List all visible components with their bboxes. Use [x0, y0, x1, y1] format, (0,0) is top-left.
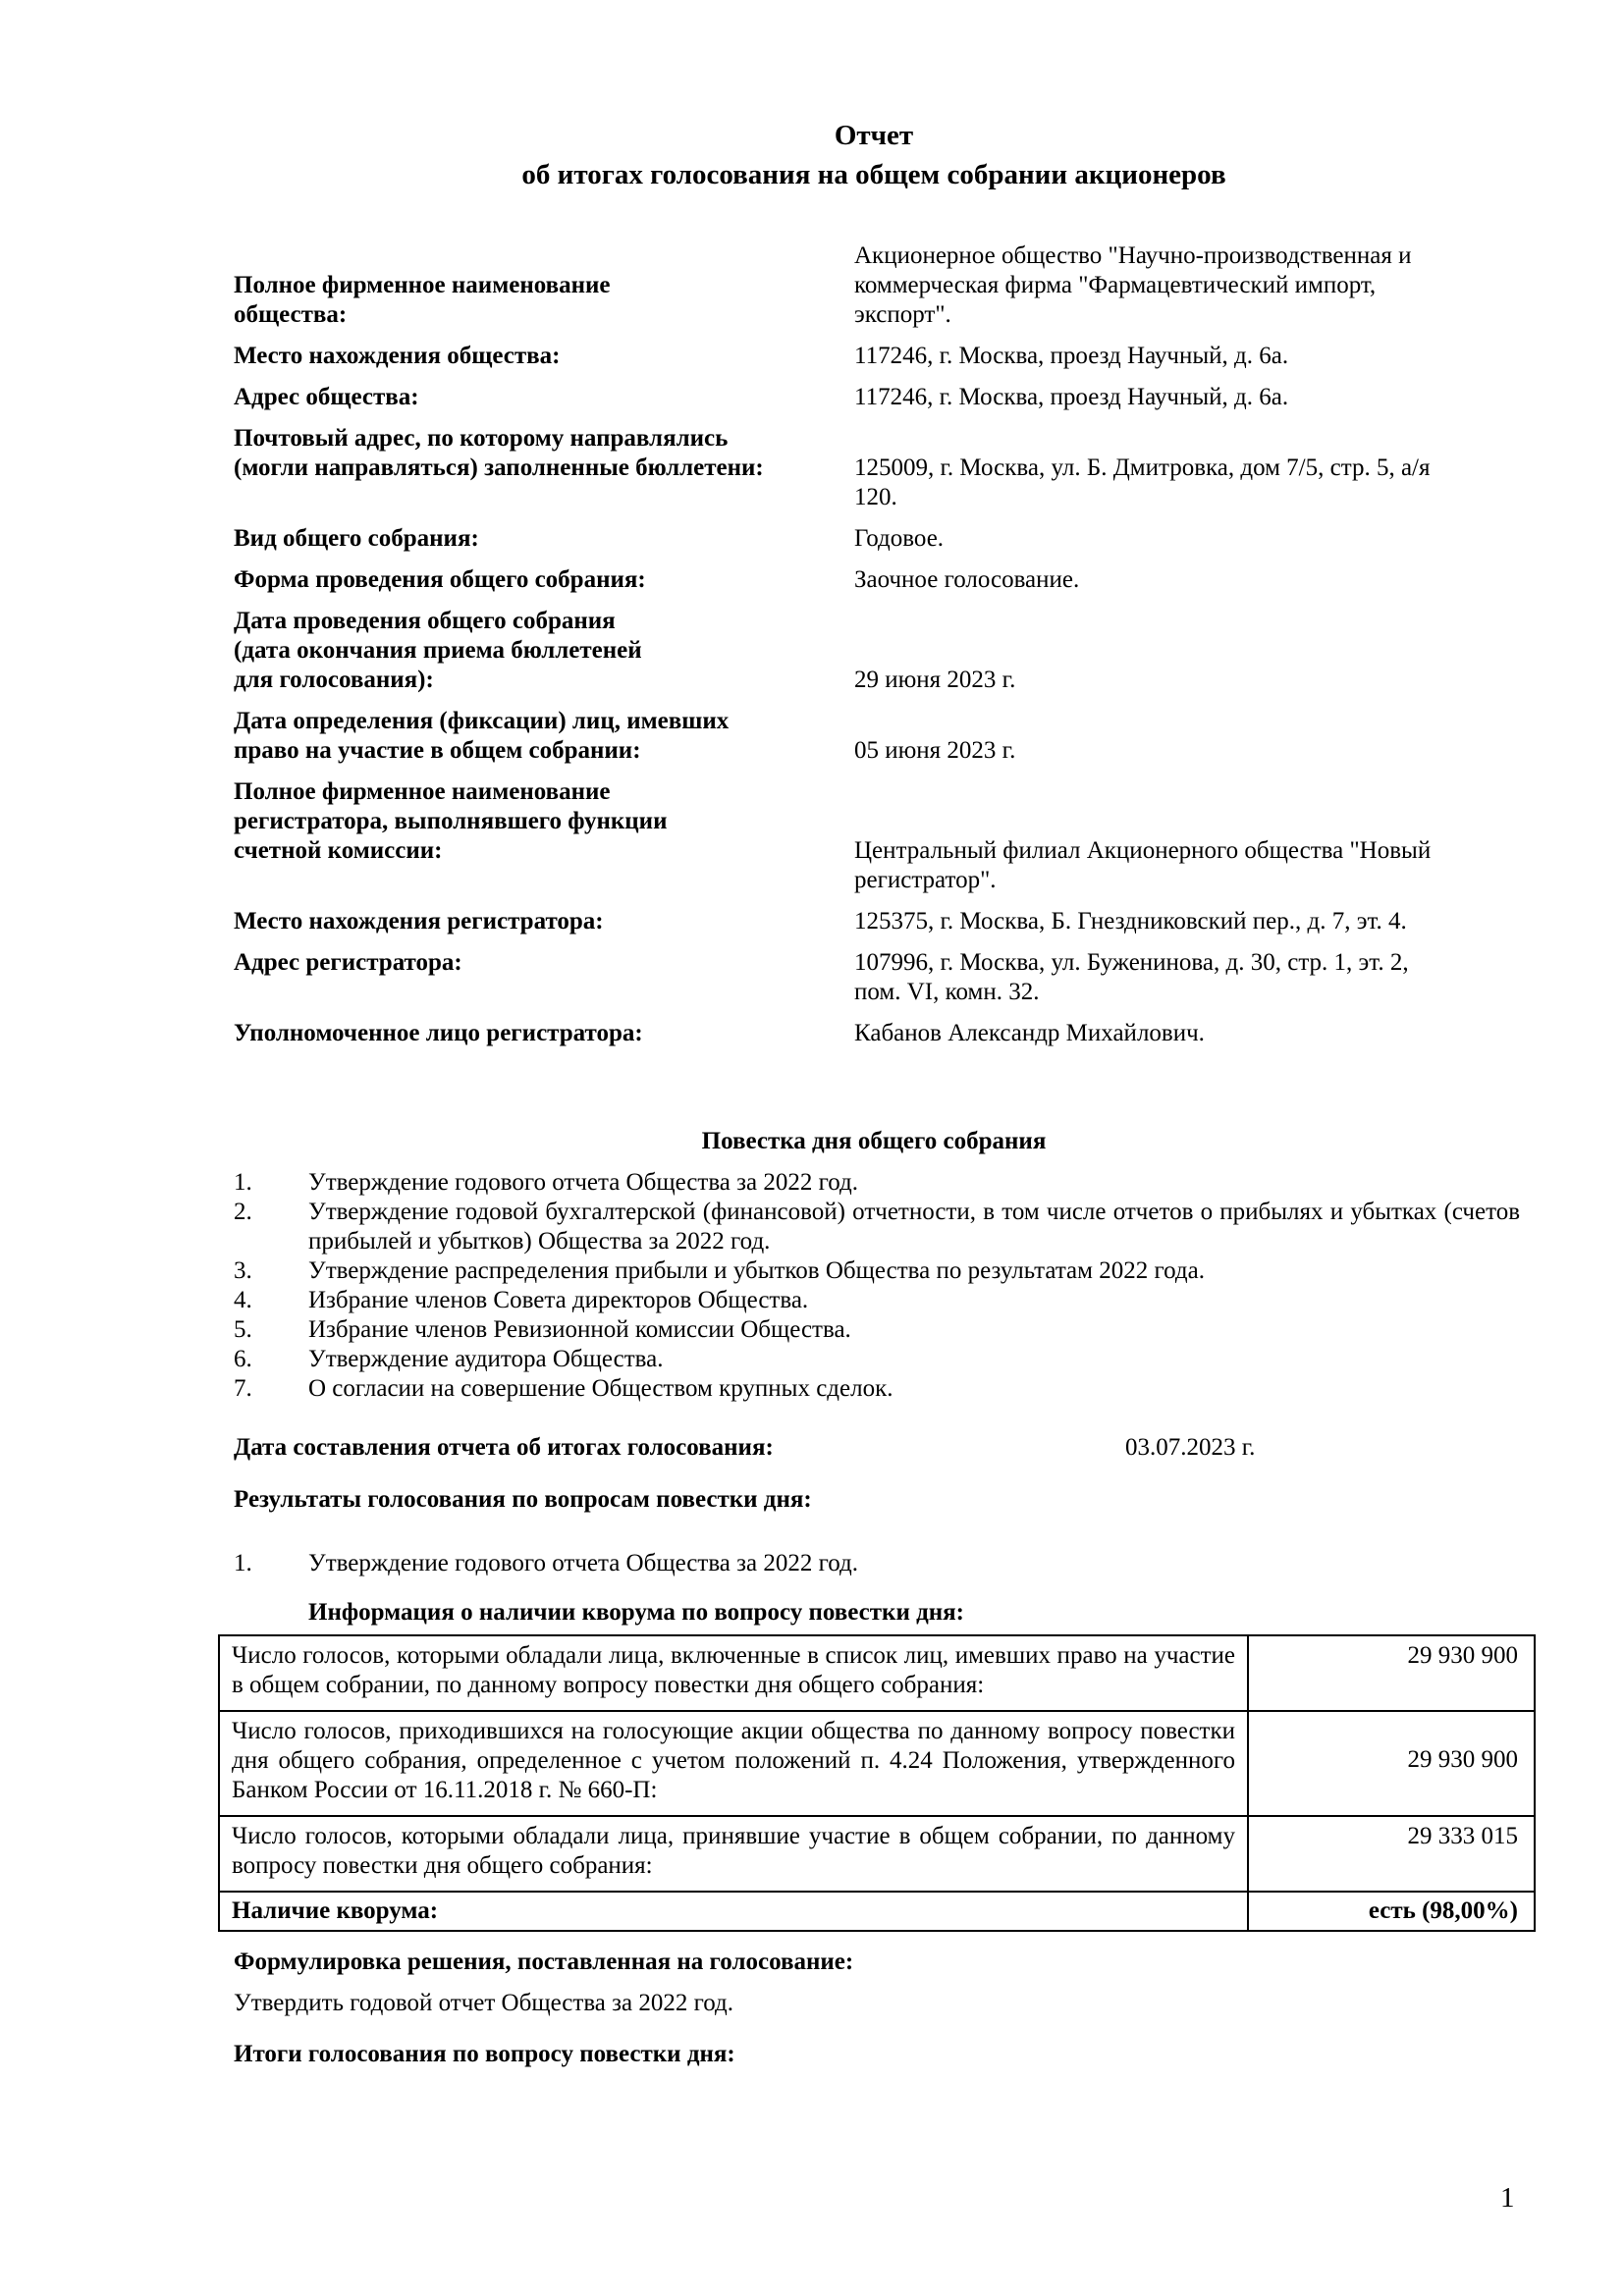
agenda-item-text: О согласии на совершение Обществом крупных сделок.	[308, 1375, 893, 1402]
quorum-summary-label: Наличие кворума:	[219, 1892, 1248, 1931]
info-value: Заочное голосование.	[854, 566, 1080, 593]
voting-totals-heading: Итоги голосования по вопросу повестки дня:	[234, 2041, 735, 2067]
report-date-value: 03.07.2023 г.	[1125, 1434, 1256, 1461]
info-row-location	[234, 342, 1530, 371]
quorum-desc-cell: Число голосов, приходившихся на голосующие акции общества по данному вопросу повестки дня общего собрания, определенное с учетом положений п. 4.24 Положения, утвержденного Банком России от 16.11.2018 г. № 660-П:	[219, 1711, 1248, 1816]
info-label: Вид общего собрания:	[234, 525, 479, 552]
agenda-item-text: Избрание членов Ревизионной комиссии Общества.	[308, 1316, 851, 1343]
table-row	[219, 1711, 1535, 1816]
info-label: Дата проведения общего собрания (дата окончания приема бюллетеней для голосования):	[234, 608, 642, 693]
agenda-item	[234, 1198, 1520, 1256]
info-value: 117246, г. Москва, проезд Научный, д. 6а.	[854, 384, 1289, 410]
quorum-value-cell: 29 333 015	[1248, 1816, 1535, 1892]
quorum-desc-cell: Число голосов, которыми обладали лица, включенные в список лиц, имевших право на участие в общем собрании, по данному вопросу повестки дня общего собрания:	[219, 1635, 1248, 1711]
table-row	[219, 1635, 1535, 1711]
agenda-item	[234, 1345, 1520, 1374]
decision-text: Утвердить годовой отчет Общества за 2022 год.	[234, 1990, 733, 2016]
info-row-record-date	[234, 707, 1530, 766]
agenda-item-number: 4.	[234, 1287, 252, 1313]
quorum-table	[218, 1634, 1536, 1932]
info-label: Место нахождения общества:	[234, 343, 561, 369]
quorum-desc-cell: Число голосов, которыми обладали лица, принявшие участие в общем собрании, по данному вопросу повестки дня общего собрания:	[219, 1816, 1248, 1892]
agenda-heading: Повестка дня общего собрания	[701, 1128, 1047, 1154]
info-label: Почтовый адрес, по которому направлялись (могли направляться) заполненные бюллетени:	[234, 425, 764, 481]
report-date-row	[234, 1433, 1412, 1463]
agenda-item	[234, 1168, 1520, 1198]
info-label: Адрес регистратора:	[234, 949, 462, 976]
info-value: Акционерное общество "Научно-производственная и коммерческая фирма "Фармацевтический импорт, экспорт".	[854, 242, 1412, 328]
info-label: Форма проведения общего собрания:	[234, 566, 646, 593]
agenda-item-number: 5.	[234, 1316, 252, 1343]
info-row-company-name	[234, 216, 1530, 330]
info-value: 125009, г. Москва, ул. Б. Дмитровка, дом 7/5, стр. 5, а/я 120.	[854, 454, 1431, 510]
agenda-item-number: 3.	[234, 1257, 252, 1284]
info-row-meeting-date	[234, 607, 1530, 695]
agenda-item-number: 7.	[234, 1375, 252, 1402]
agenda-item-number: 1.	[234, 1169, 252, 1196]
table-row	[219, 1816, 1535, 1892]
info-value: Кабанов Александр Михайлович.	[854, 1020, 1205, 1046]
quorum-heading: Информация о наличии кворума по вопросу повестки дня:	[308, 1599, 964, 1626]
info-value: 125375, г. Москва, Б. Гнездниковский пер., д. 7, эт. 4.	[854, 908, 1407, 934]
agenda-item	[234, 1374, 1520, 1404]
quorum-value-cell: 29 930 900	[1248, 1711, 1535, 1816]
agenda-list	[234, 1168, 1520, 1404]
question-number: 1.	[234, 1550, 252, 1576]
info-value: Центральный филиал Акционерного общества "Новый регистратор".	[854, 837, 1432, 893]
info-label: Место нахождения регистратора:	[234, 908, 604, 934]
agenda-item-text: Утверждение распределения прибыли и убытков Общества по результатам 2022 года.	[308, 1257, 1205, 1284]
agenda-item	[234, 1256, 1520, 1286]
page-number: 1	[1500, 2182, 1515, 2214]
info-label: Адрес общества:	[234, 384, 419, 410]
info-value: 05 июня 2023 г.	[854, 737, 1016, 764]
agenda-item-text: Утверждение аудитора Общества.	[308, 1346, 664, 1372]
info-row-address	[234, 383, 1530, 412]
agenda-item-number: 6.	[234, 1346, 252, 1372]
info-label: Полное фирменное наименование регистратора, выполнявшего функции счетной комиссии:	[234, 778, 668, 864]
agenda-item-number: 2.	[234, 1199, 252, 1225]
report-title: Отчет	[834, 120, 914, 151]
results-heading: Результаты голосования по вопросам повестки дня:	[234, 1486, 812, 1513]
agenda-item-text: Утверждение годового отчета Общества за 2022 год.	[308, 1169, 858, 1196]
info-row-registrar-address	[234, 948, 1530, 1007]
info-label: Полное фирменное наименование общества:	[234, 272, 611, 328]
info-label: Дата определения (фиксации) лиц, имевших право на участие в общем собрании:	[234, 708, 730, 764]
info-row-registrar-representative	[234, 1019, 1530, 1048]
report-date-label: Дата составления отчета об итогах голосования:	[234, 1434, 774, 1461]
quorum-summary-row	[219, 1892, 1535, 1931]
info-value: Годовое.	[854, 525, 945, 552]
info-label: Уполномоченное лицо регистратора:	[234, 1020, 643, 1046]
info-row-registrar-location	[234, 907, 1530, 936]
agenda-item	[234, 1286, 1520, 1315]
question-text: Утверждение годового отчета Общества за 2022 год.	[308, 1550, 858, 1576]
agenda-item-text: Избрание членов Совета директоров Общества.	[308, 1287, 809, 1313]
company-info-section	[234, 216, 1530, 1060]
quorum-value-cell: 29 930 900	[1248, 1635, 1535, 1711]
agenda-item-text: Утверждение годовой бухгалтерской (финансовой) отчетности, в том числе отчетов о прибылях и убытках (счетов прибылей и убытков) Общества за 2022 год.	[308, 1199, 1520, 1255]
info-row-postal-address	[234, 424, 1530, 512]
info-value: 107996, г. Москва, ул. Буженинова, д. 30, стр. 1, эт. 2, пом. VI, комн. 32.	[854, 949, 1409, 1005]
report-subtitle: об итогах голосования на общем собрании акционеров	[521, 159, 1226, 190]
decision-heading: Формулировка решения, поставленная на голосование:	[234, 1949, 854, 1975]
info-value: 29 июня 2023 г.	[854, 667, 1016, 693]
info-row-meeting-type	[234, 524, 1530, 554]
quorum-summary-value: есть (98,00%)	[1248, 1892, 1535, 1931]
info-value: 117246, г. Москва, проезд Научный, д. 6а.	[854, 343, 1289, 369]
agenda-item	[234, 1315, 1520, 1345]
info-row-meeting-form	[234, 565, 1530, 595]
info-row-registrar-name	[234, 777, 1530, 895]
question-1	[234, 1549, 858, 1578]
